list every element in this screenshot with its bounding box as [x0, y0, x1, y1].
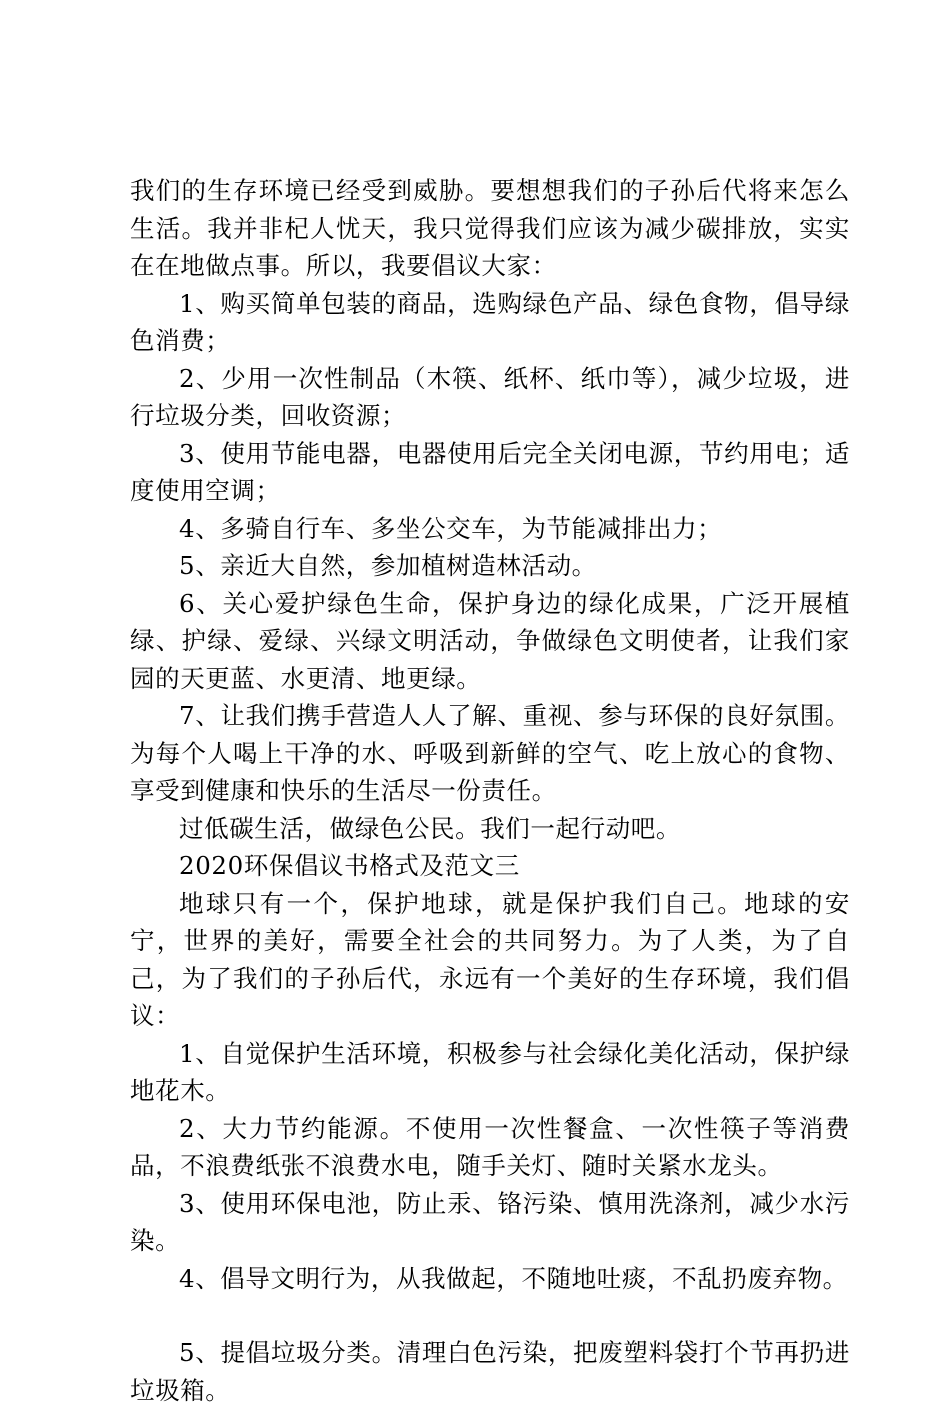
- paragraph-section-item-4: 4、倡导文明行为，从我做起，不随地吐痰，不乱扔废弃物。: [179, 1263, 848, 1293]
- blank-line: [130, 1297, 850, 1334]
- paragraph-intro: 我们的生存环境已经受到威胁。要想想我们的子孙后代将来怎么生活。我并非杞人忧天，我只觉得我们应该为减少碳排放，实实在在地做点事。所以，我要倡议大家：: [130, 176, 850, 280]
- paragraph-item-3: 3、使用节能电器，电器使用后完全关闭电源，节约用电；适度使用空调；: [130, 438, 850, 505]
- paragraph-section-item-5: 5、提倡垃圾分类。清理白色污染，把废塑料袋打个节再扔进垃圾箱。: [130, 1338, 850, 1405]
- paragraph-section-item-2: 2、大力节约能源。不使用一次性餐盒、一次性筷子等消费品，不浪费纸张不浪费水电，随手关灯、随时关紧水龙头。: [130, 1113, 850, 1180]
- paragraph-item-6: 6、关心爱护绿色生命，保护身边的绿化成果，广泛开展植绿、护绿、爱绿、兴绿文明活动，争做绿色文明使者，让我们家园的天更蓝、水更清、地更绿。: [130, 588, 850, 693]
- paragraph-item-4: 4、多骑自行车、多坐公交车，为节能减排出力；: [179, 513, 723, 543]
- paragraph-item-7: 7、让我们携手营造人人了解、重视、参与环保的良好氛围。为每个人喝上干净的水、呼吸到新鲜的空气、吃上放心的食物、享受到健康和快乐的生活尽一份责任。: [130, 701, 850, 805]
- section-heading: 2020环保倡议书格式及范文三: [179, 851, 520, 880]
- paragraph-item-5: 5、亲近大自然，参加植树造林活动。: [179, 551, 597, 580]
- paragraph-section-intro: 地球只有一个，保护地球，就是保护我们自己。地球的安宁，世界的美好，需要全社会的共同努力。为了人类，为了自己，为了我们的子孙后代，永远有一个美好的生存环境，我们倡议：: [130, 888, 850, 1030]
- paragraph-section-item-1: 1、自觉保护生活环境，积极参与社会绿化美化活动，保护绿地花木。: [130, 1038, 850, 1105]
- document-body: [130, 172, 850, 1409]
- paragraph-section-item-3: 3、使用环保电池，防止汞、铬污染、慎用洗涤剂，减少水污染。: [130, 1188, 850, 1255]
- paragraph-item-2: 2、少用一次性制品（木筷、纸杯、纸巾等），减少垃圾，进行垃圾分类，回收资源；: [130, 363, 850, 430]
- paragraph-closing: 过低碳生活，做绿色公民。我们一起行动吧。: [179, 813, 681, 843]
- paragraph-item-1: 1、购买简单包装的商品，选购绿色产品、绿色食物，倡导绿色消费；: [130, 288, 850, 355]
